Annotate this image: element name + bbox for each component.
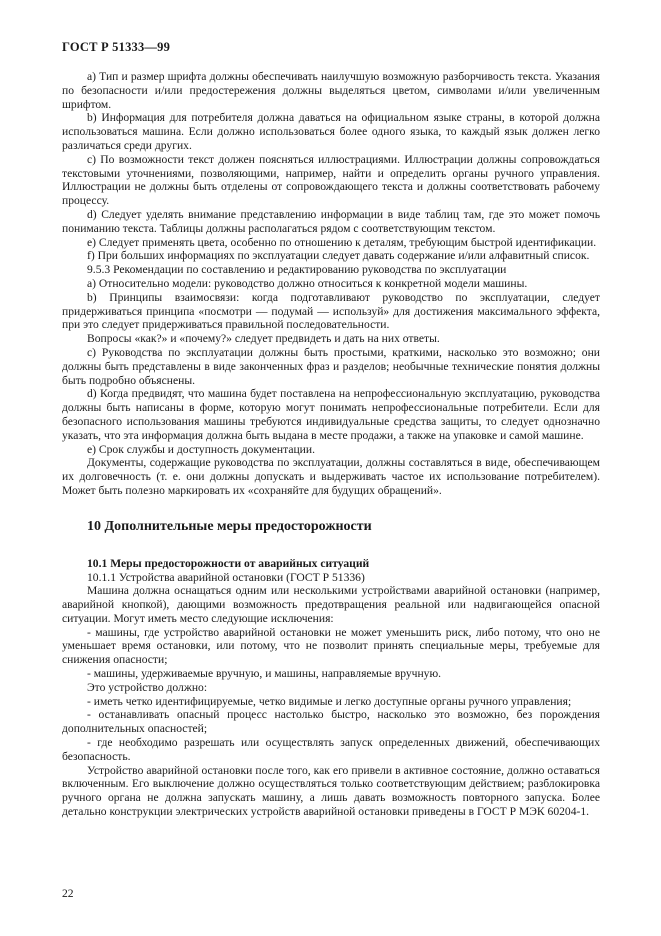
paragraph: Машина должна оснащаться одним или несколькими устройствами аварийной остановки (например, аварийной кнопкой), дающими возможность предотвращения реальной или надвигающейся опасной ситуации. Могут иметь место следующие исключения: [62, 584, 600, 625]
section-title: 10 Дополнительные меры предосторожности [87, 518, 372, 534]
paragraph: Это устройство должно: [87, 680, 208, 694]
paragraph: Документы, содержащие руководства по эксплуатации, должны составляться в виде, обеспечивающем их долговечность (т. е. они должны допускать и выдерживать частое их использование потребителем). Может быть полезно маркировать их «сохраняйте для будущих обращений». [62, 456, 600, 497]
paragraph: e) Следует применять цвета, особенно по отношению к деталям, требующим быстрой идентификации. [87, 235, 597, 249]
paragraph: Вопросы «как?» и «почему?» следует предвидеть и дать на них ответы. [87, 332, 440, 346]
paragraph: d) Когда предвидят, что машина будет поставлена на непрофессиональную эксплуатацию, руководства должны быть написаны в форме, которую могут понимать непрофессиональные потребители. Если для безопасного использования машины требуются индивидуальные средства защиты, то следует однозначно указать, что эта информация должна быть выдана в месте продажи, а также на упаковке и самой машине. [62, 387, 600, 442]
paragraph: c) Руководства по эксплуатации должны быть простыми, краткими, насколько это возможно; они должны быть представлены в виде законченных фраз и разделов; необычные технические понятия должны быть подробно объяснены. [62, 345, 600, 387]
paragraph: b) Информация для потребителя должна даваться на официальном языке страны, в которой должна использоваться машина. Если должно использоваться более одного языка, то каждый язык должен легко различаться среди других. [62, 111, 600, 152]
list-item: - где необходимо разрешать или осуществлять запуск определенных движений, обеспечивающих безопасность. [62, 736, 600, 763]
paragraph: b) Принципы взаимосвязи: когда подготавливают руководство по эксплуатации, следует придерживаться принципа «посмотри — подумай — используй» для достижения максимального эффекта, при это следует придерживаться правильной последовательности. [62, 290, 600, 332]
document-body [62, 70, 600, 819]
clause-heading: 10.1.1 Устройства аварийной остановки (ГОСТ Р 51336) [87, 570, 365, 584]
paragraph: c) По возможности текст должен поясняться иллюстрациями. Иллюстрации должны сопровождаться текстовыми уточнениями, позволяющими, например, найти и определить органы ручного управления. Иллюстрации не должны быть отделены от сопровождающего текста и должны соответствовать рабочему процессу. [62, 152, 600, 208]
list-item: - иметь четко идентифицируемые, четко видимые и легко доступные органы ручного управления; [87, 694, 572, 708]
list-item: - машины, удерживаемые вручную, и машины, направляемые вручную. [87, 667, 442, 681]
paragraph: Устройство аварийной остановки после того, как его привели в активное состояние, должно оставаться включенным. Его выключение должно осуществляться только соответствующим действием; разблокировка ручного органа не должна запускать машину, а лишь давать возможность повторного запуска. Более детально конструкции электрических устройств аварийной остановки приведены в ГОСТ Р МЭК 60204-1. [62, 763, 600, 819]
paragraph: a) Относительно модели: руководство должно относиться к конкретной модели машины. [87, 276, 528, 290]
paragraph: f) При больших информациях по эксплуатации следует давать содержание и/или алфавитный список. [87, 249, 590, 263]
subsection-title: 10.1 Меры предосторожности от аварийных ситуаций [87, 556, 370, 570]
document-header: ГОСТ Р 51333—99 [62, 40, 171, 54]
page-number: 22 [62, 887, 74, 900]
paragraph: e) Срок службы и доступность документации. [87, 442, 315, 456]
list-item: - останавливать опасный процесс настолько быстро, насколько это возможно, без порождения дополнительных опасностей; [62, 708, 600, 736]
paragraph: a) Тип и размер шрифта должны обеспечивать наилучшую возможную разборчивость текста. Указания по безопасности и/или предостережения должны выделяться цветом, символами и/или увеличенным шрифтом. [62, 70, 600, 111]
clause-heading: 9.5.3 Рекомендации по составлению и редактированию руководства по эксплуатации [87, 263, 507, 277]
paragraph: d) Следует уделять внимание представлению информации в виде таблиц там, где это может помочь пониманию текста. Таблицы должны располагаться рядом с соответствующим текстом. [62, 207, 600, 235]
list-item: - машины, где устройство аварийной остановки не может уменьшить риск, либо потому, что оно не уменьшает время остановки, или потому, что не позволит принять специальные меры, требуемые для снижения опасности; [62, 625, 600, 667]
